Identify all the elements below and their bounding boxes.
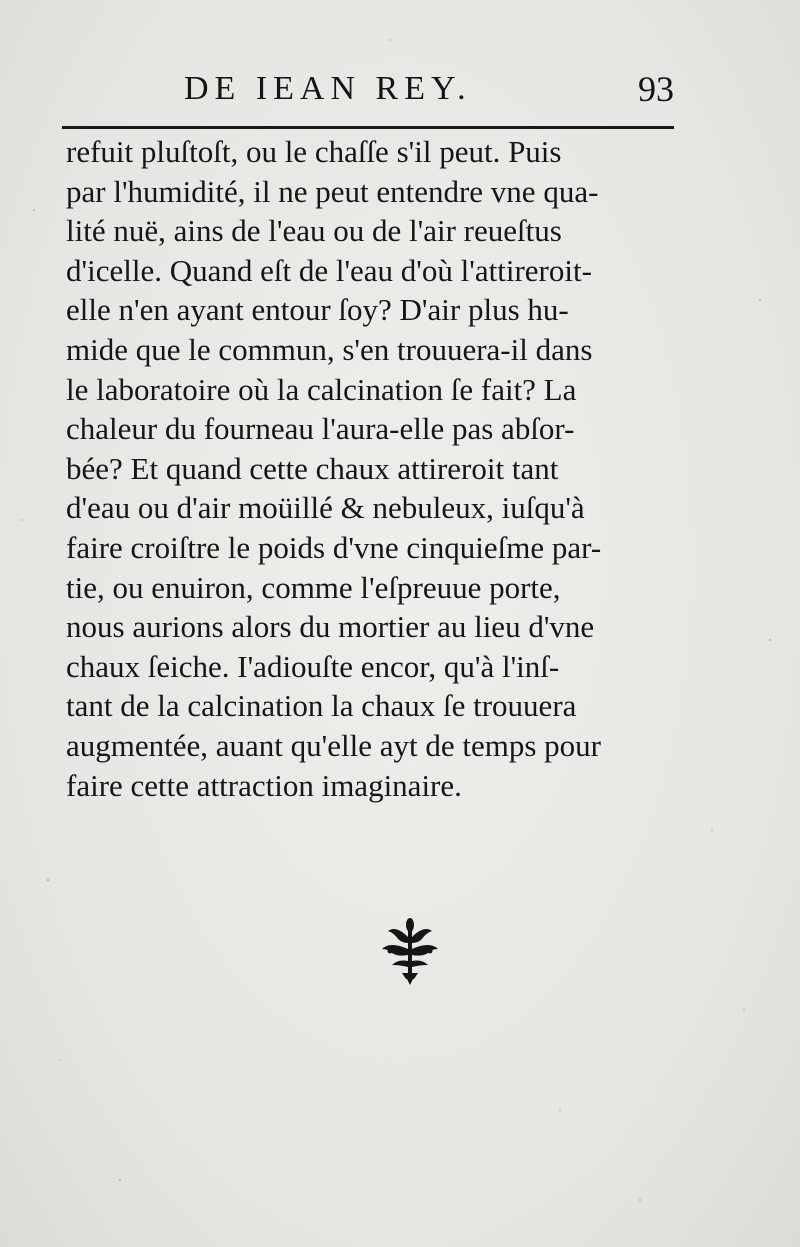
text-line: d'icelle. Quand eſt de l'eau d'où l'attireroit-: [66, 252, 592, 288]
text-line: refuit pluſtoſt, ou le chaſſe s'il peut. Puis: [66, 134, 562, 169]
text-line: chaux ſeiche. I'adiouſte encor, qu'à l'inſ-: [66, 648, 560, 684]
text-line: mide que le commun, s'en trouuera-il dans: [66, 331, 593, 367]
text-line: lité nuë, ains de l'eau ou de l'air reueſtus: [66, 213, 562, 249]
running-head-title: DE IEAN REY.: [184, 70, 472, 107]
text-line: le laboratoire où la calcination ſe fait? La: [66, 371, 577, 407]
running-head: [62, 60, 682, 114]
text-line: elle n'en ayant entour ſoy? D'air plus hu-: [66, 292, 569, 328]
text-line: nous aurions alors du mortier au lieu d'vne: [66, 609, 595, 645]
header-rule: [62, 126, 674, 129]
text-line: faire croiſtre le poids d'vne cinquieſme par-: [66, 529, 602, 565]
text-line: augmentée, auant qu'elle ayt de temps pour: [66, 727, 601, 763]
text-line: tie, ou enuiron, comme l'eſpreuue porte,: [66, 569, 561, 605]
text-line: faire cette attraction imaginaire.: [66, 767, 462, 803]
fleuron-icon: [378, 915, 442, 987]
text-line: d'eau ou d'air moüillé & nebuleux, iuſqu'à: [66, 490, 585, 526]
text-line: par l'humidité, il ne peut entendre vne qua-: [66, 173, 599, 209]
page-number: 93: [638, 69, 674, 109]
text-line: tant de la calcination la chaux ſe trouuera: [66, 688, 577, 724]
text-line: bée? Et quand cette chaux attireroit tant: [66, 450, 559, 486]
body-text: [66, 132, 706, 805]
text-line: chaleur du fourneau l'aura-elle pas abſor-: [66, 411, 575, 447]
